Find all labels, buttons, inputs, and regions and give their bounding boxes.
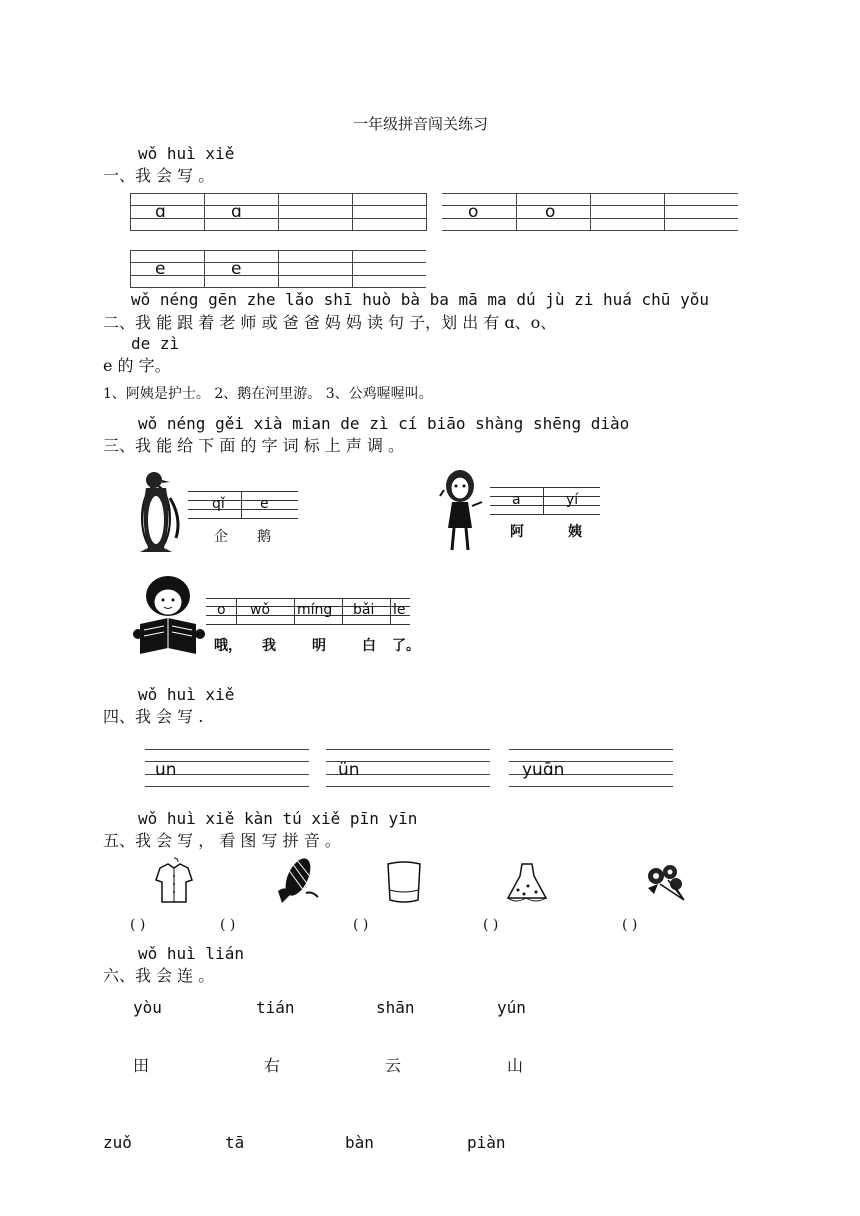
answer-blank[interactable]: ( ) bbox=[483, 917, 499, 933]
grid-letter: un bbox=[155, 760, 177, 780]
match-pinyin[interactable]: tā bbox=[225, 1133, 245, 1152]
page-title: 一年级拼音闯关练习 bbox=[353, 115, 489, 133]
caption: 了。 bbox=[392, 638, 420, 654]
caption: 鹅 bbox=[257, 529, 271, 545]
s2-sentences: 1、阿姨是护士。 2、鹅在河里游。 3、公鸡喔喔叫。 bbox=[103, 386, 433, 402]
syllable: míng bbox=[297, 602, 333, 618]
match-char[interactable]: 右 bbox=[264, 1056, 281, 1075]
caption: 阿 bbox=[510, 524, 524, 540]
syllable: yí bbox=[566, 492, 579, 508]
writing-grid-a[interactable] bbox=[130, 193, 426, 231]
answer-blank[interactable]: ( ) bbox=[353, 917, 369, 933]
writing-grid-e[interactable] bbox=[130, 250, 426, 288]
s4-heading: 四、我 会 写 . bbox=[103, 707, 204, 726]
shirt-icon bbox=[154, 856, 194, 906]
aunt-icon bbox=[436, 466, 486, 552]
aunt-grid[interactable] bbox=[490, 487, 600, 515]
match-pinyin[interactable]: tián bbox=[256, 998, 295, 1017]
caption: 我 bbox=[262, 638, 276, 654]
penguin-grid[interactable] bbox=[188, 491, 298, 519]
corn-icon bbox=[272, 855, 320, 905]
syllable: e bbox=[260, 496, 269, 512]
s2-line2: e 的 字。 bbox=[103, 356, 171, 375]
s1-heading: 一、我 会 写 。 bbox=[103, 166, 215, 185]
grid-letter: o bbox=[545, 202, 556, 222]
s5-pinyin: wǒ huì xiě kàn tú xiě pīn yīn bbox=[138, 809, 418, 828]
caption: 白 bbox=[362, 638, 376, 654]
match-pinyin[interactable]: yún bbox=[497, 998, 526, 1017]
s3-pinyin: wǒ néng gěi xià mian de zì cí biāo shàng shēng diào bbox=[138, 414, 630, 433]
syllable: a bbox=[512, 492, 521, 508]
caption: 明 bbox=[312, 638, 326, 654]
girl-grid[interactable] bbox=[206, 598, 410, 625]
writing-line-un[interactable] bbox=[145, 749, 309, 787]
grid-letter: ün bbox=[338, 760, 360, 780]
answer-blank[interactable]: ( ) bbox=[622, 917, 638, 933]
match-pinyin[interactable]: piàn bbox=[467, 1133, 506, 1152]
match-pinyin[interactable]: yòu bbox=[133, 998, 162, 1017]
match-pinyin[interactable]: bàn bbox=[345, 1133, 374, 1152]
flowers-icon bbox=[640, 862, 690, 904]
grid-letter: ɑ bbox=[155, 202, 166, 222]
reading-girl-icon bbox=[132, 574, 206, 660]
s1-pinyin: wǒ huì xiě bbox=[138, 144, 235, 163]
match-char[interactable]: 田 bbox=[133, 1056, 150, 1075]
answer-blank[interactable]: ( ) bbox=[220, 917, 236, 933]
writing-line-yuan[interactable] bbox=[509, 749, 673, 787]
match-pinyin[interactable]: shān bbox=[376, 998, 415, 1017]
s2-heading: 二、我 能 跟 着 老 师 或 爸 爸 妈 妈 读 句 子，划 出 有 ɑ、o、 bbox=[103, 313, 557, 332]
grid-letter: e bbox=[231, 259, 242, 279]
syllable: qǐ bbox=[212, 496, 225, 512]
caption: 哦， bbox=[214, 638, 242, 654]
grid-letter: ɑ bbox=[231, 202, 242, 222]
match-char[interactable]: 云 bbox=[385, 1056, 402, 1075]
answer-blank[interactable]: ( ) bbox=[130, 917, 146, 933]
dress-icon bbox=[504, 860, 550, 906]
s6-heading: 六、我 会 连 。 bbox=[103, 966, 215, 985]
syllable: le bbox=[393, 602, 406, 618]
grid-letter: o bbox=[468, 202, 479, 222]
s4-pinyin: wǒ huì xiě bbox=[138, 685, 235, 704]
caption: 企 bbox=[214, 529, 228, 545]
s2-pinyin: wǒ néng gēn zhe lǎo shī huò bà ba mā ma dú jù zi huá chū yǒu bbox=[131, 290, 709, 309]
match-pinyin[interactable]: zuǒ bbox=[103, 1133, 132, 1152]
s6-pinyin: wǒ huì lián bbox=[138, 944, 244, 963]
s5-heading: 五、我 会 写 ， 看 图 写 拼 音 。 bbox=[103, 831, 341, 850]
syllable: bǎi bbox=[353, 602, 375, 618]
writing-line-v[interactable] bbox=[326, 749, 490, 787]
penguin-icon bbox=[136, 468, 186, 554]
grid-letter: e bbox=[155, 259, 166, 279]
syllable: o bbox=[217, 602, 226, 618]
s3-heading: 三、我 能 给 下 面 的 字 词 标 上 声 调 。 bbox=[103, 436, 405, 455]
writing-grid-o[interactable] bbox=[442, 193, 738, 231]
syllable: wǒ bbox=[250, 602, 271, 618]
s2-pinyin2: de zì bbox=[131, 334, 180, 353]
match-char[interactable]: 山 bbox=[507, 1056, 524, 1075]
grid-letter: yuɑ̄n bbox=[522, 760, 565, 780]
towel-icon bbox=[384, 860, 424, 904]
caption: 姨 bbox=[568, 524, 582, 540]
